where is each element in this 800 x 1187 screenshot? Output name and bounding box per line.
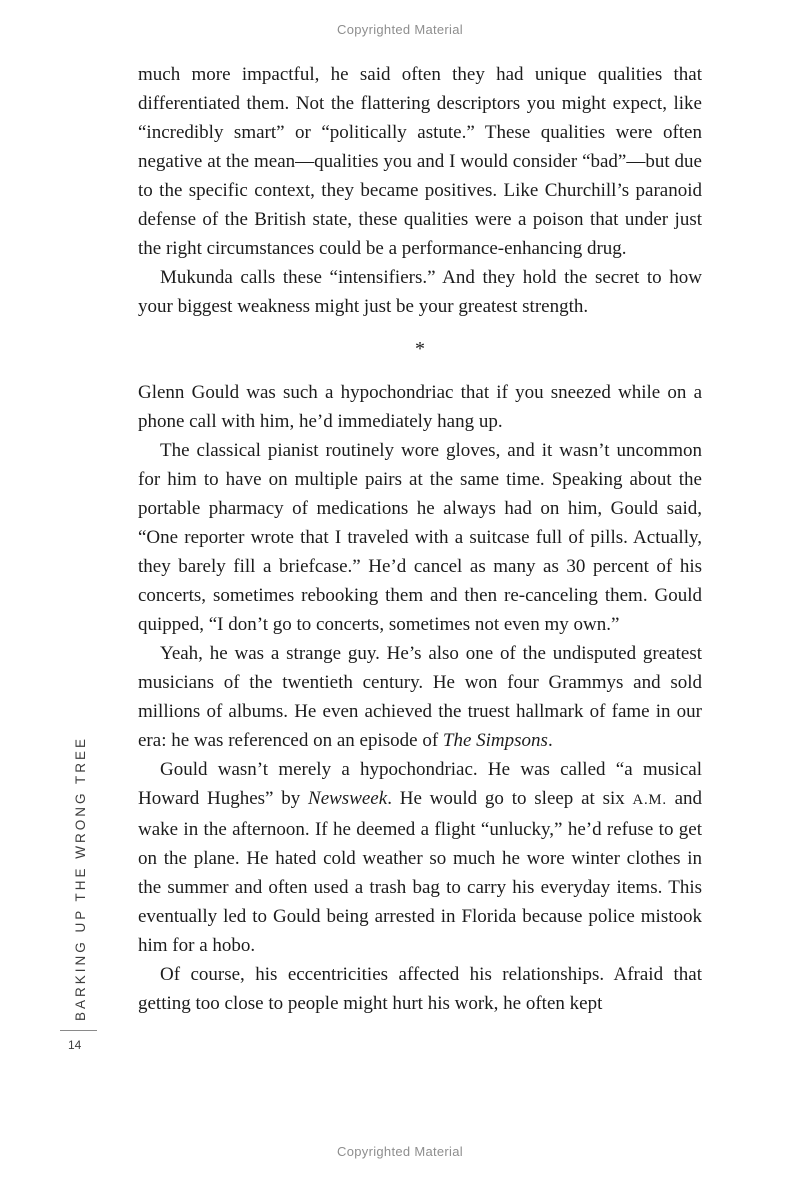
paragraph	[138, 639, 702, 755]
text-segment: Mukunda calls these “intensifiers.” And they hold the secret to how your biggest weakness might just be your greatest strength.	[138, 267, 702, 317]
text-segment: .	[547, 730, 553, 751]
paragraph	[138, 263, 702, 321]
text-segment: . He would go to sleep at six	[387, 788, 633, 809]
body-text	[138, 60, 702, 1018]
copyright-notice-top: Copyrighted Material	[337, 22, 463, 37]
paragraph	[138, 378, 702, 436]
paragraph	[138, 755, 702, 960]
text-segment: The Simpsons	[442, 730, 548, 751]
paragraph	[138, 960, 702, 1018]
running-title-vertical: BARKING UP THE WRONG TREE	[73, 735, 88, 1021]
page-number: 14	[68, 1038, 82, 1052]
text-segment: Of course, his eccentricities affected his relationships. Afraid that getting too close to people might hurt his work, he often kept	[138, 964, 702, 1014]
text-segment: A.M.	[632, 792, 667, 808]
text-segment: The classical pianist routinely wore gloves, and it wasn’t uncommon for him to have on multiple pairs at the same time. Speaking about the portable pharmacy of medications he always had on him, Gould said, “One reporter wrote that I traveled with a suitcase full of pills. Actually, they barely fill a briefcase.” He’d cancel as many as 30 percent of his concerts, sometimes rebooking them and then re-canceling them. Gould quipped, “I don’t go to concerts, sometimes not even my own.”	[138, 440, 702, 635]
text-segment: Gould wasn’t merely a hypochondriac. He was called “a musical Howard Hughes” by	[138, 759, 702, 809]
text-segment: Yeah, he was a strange guy. He’s also one of the undisputed greatest musicians of the twentieth century. He won four Grammys and sold millions of albums. He even achieved the truest hallmark of fame in our era: he was referenced on an episode of	[138, 643, 702, 751]
copyright-notice-bottom: Copyrighted Material	[337, 1144, 463, 1159]
text-segment: and wake in the afternoon. If he deemed a flight “unlucky,” he’d refuse to get on the plane. He hated cold weather so much he wore winter clothes in the summer and often used a trash bag to carry his everyday items. This eventually led to Gould being arrested in Florida because police mistook him for a hobo.	[138, 788, 703, 956]
page-number-rule	[60, 1030, 97, 1031]
paragraph	[138, 60, 702, 263]
section-break: *	[415, 338, 425, 360]
paragraph	[138, 436, 702, 639]
text-segment: Newsweek	[308, 788, 388, 809]
text-segment: Glenn Gould was such a hypochondriac that if you sneezed while on a phone call with him, he’d immediately hang up.	[138, 382, 702, 432]
text-segment: much more impactful, he said often they had unique qualities that differentiated them. Not the flattering descriptors you might expect, like “incredibly smart” or “politically astute.” These qualities were often negative at the mean—qualities you and I would consider “bad”—but due to the specific context, they became positives. Like Churchill’s paranoid defense of the British state, these qualities were a poison that under just the right circumstances could be a performance-enhancing drug.	[138, 64, 702, 259]
